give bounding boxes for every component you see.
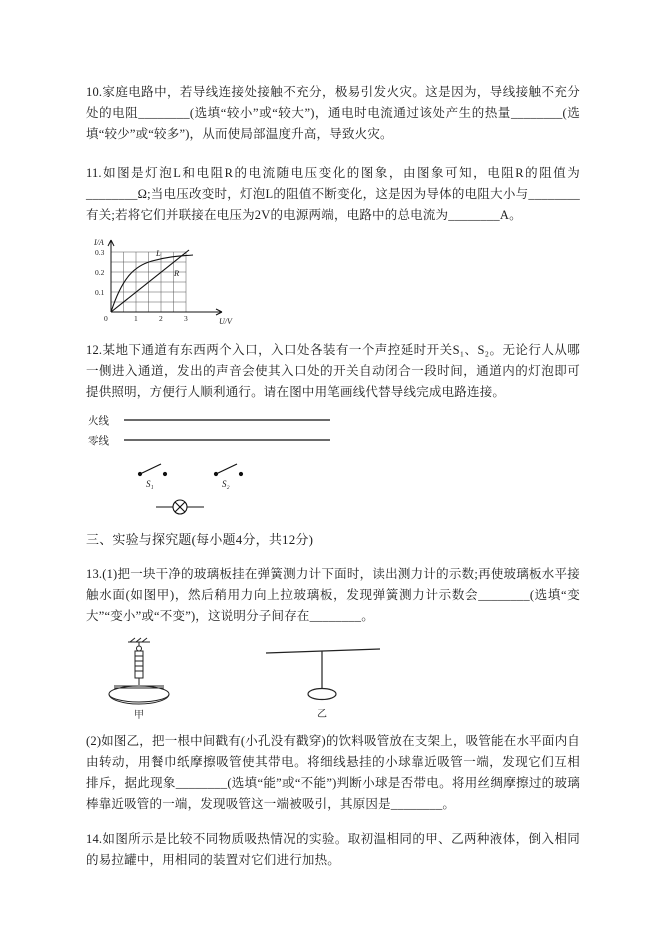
section-3-header: 三、实验与探究题(每小题4分，共12分) (86, 532, 314, 547)
curve-R-label: R (174, 268, 180, 278)
circuit-figure (88, 411, 580, 519)
question-14: 14.如图所示是比较不同物质吸热情况的实验。取初温相同的甲、乙两种液体，倒入相同的易拉罐中，用相同的装置对它们进行加热。 (86, 832, 580, 867)
figure-yi-straw-stand (252, 641, 402, 721)
curve-R (111, 250, 189, 312)
switch-s2-label: S₂ (222, 479, 230, 489)
switch-s1-label: S₁ (146, 479, 154, 489)
straw-stand-drawing (266, 649, 380, 700)
x-axis-label: U/V (219, 317, 232, 326)
iu-graph-figure (86, 234, 580, 330)
switch-s2 (214, 464, 242, 476)
switch-s1 (138, 464, 166, 476)
neutral-wire-label: 零线 (88, 436, 109, 447)
y-tick-03: 0.3 (95, 248, 105, 257)
y-tick-01: 0.1 (95, 288, 105, 297)
spring-scale-drawing (109, 638, 169, 704)
iu-graph-svg (86, 234, 236, 330)
exam-page (86, 82, 580, 871)
question-12: 12.某地下通道有东西两个入口，入口处各装有一个声控延时开关S₁、S₂。无论行人从哪一侧进入通道，发出的声音会使其入口处的开关自动闭合一段时间，通道内的灯泡即可提供照明，方便行人顺利通行。请在图中用笔画线代替导线完成电路连接。 (86, 343, 580, 399)
curve-L-label: L (156, 248, 161, 258)
origin-label: 0 (104, 314, 108, 323)
graph-axes (108, 240, 222, 315)
x-tick-2: 2 (159, 314, 163, 323)
figure-jia-spring-scale (92, 637, 192, 721)
y-axis-label: I/A (94, 238, 104, 247)
question-10: 10.家庭电路中，若导线连接处接触不充分，极易引发火灾。这是因为，导线接触不充分处的电阻________(选填“较小”或“较大”)，通电时电流通过该处产生的热量________(选填“较少”或“较多”)，从而使局部温度升高，导致火灾。 (86, 85, 580, 141)
x-tick-1: 1 (134, 314, 138, 323)
question-13-part1: 13.(1)把一块干净的玻璃板挂在弹簧测力计下面时，读出测力计的示数;再使玻璃板水平接触水面(如图甲)，然后稍用力向上拉玻璃板，发现弹簧测力计示数会________(选填“变大”“变小”或“不变”)，这说明分子间存在________。 (86, 567, 580, 623)
y-tick-02: 0.2 (95, 268, 105, 277)
live-wire-label: 火线 (88, 416, 109, 427)
x-tick-3: 3 (184, 314, 188, 323)
circuit-svg (88, 411, 408, 519)
question-13-part2: (2)如图乙，把一根中间戳有(小孔没有戳穿)的饮料吸管放在支架上，吸管能在水平面内自由转动，用餐巾纸摩擦吸管使其带电。将细线悬挂的小球靠近吸管一端，发现它们互相排斥，据此现象________(选填“能”或“不能”)判断小球是否带电。将用丝绸摩擦过的玻璃棒靠近吸管的一端，发现吸管这一端被吸引，其原因是________。 (86, 734, 580, 811)
figure-jia-label: 甲 (134, 710, 144, 721)
question-11: 11.如图是灯泡L和电阻R的电流随电压变化的图象，由图象可知，电阻R的阻值为________Ω;当电压改变时，灯泡L的阻值不断变化，这是因为导体的电阻大小与________有关;若将它们并联接在电压为2V的电源两端，电路中的总电流为________A。 (86, 166, 580, 222)
figure-yi-label: 乙 (317, 709, 327, 720)
q13-figures (92, 637, 580, 721)
lamp-symbol (156, 500, 204, 514)
